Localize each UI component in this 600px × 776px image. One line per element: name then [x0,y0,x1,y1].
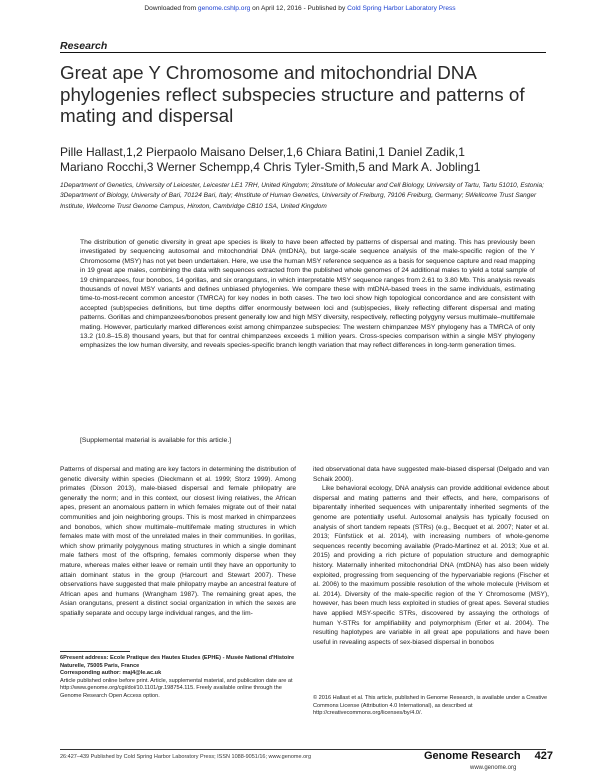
paragraph: Like behavioral ecology, DNA analysis can provide additional evidence about dispersal and mating patterns and their effects, and here, comparisons of biparentally inherited sequences with uniparentally inherited segments of the genome are potentially useful. Autosomal analysis has typically focused on analysis of short tandem repeats (STRs) (e.g., Becquet et al. 2007; Nater et al. 2013; Fünfstück et al. 2014), with increasing numbers of whole-genome sequences recently becoming available (Prado-Martinez et al. 2013; Xue et al. 2015) and providing a rich picture of population structure and demographic history. Maternally inherited mitochondrial DNA (mtDNA) has also been widely exploited, progressing from sequencing of the hypervariable regions (Fischer et al. 2006) to the maximum possible resolution of the whole molecule (Hvilsom et al. 2014). Diversity of the male-specific region of the Y Chromosome (MSY), however, has been much less exploited in studies of great apes. Several studies have applied MSY-specific STRs, discovered by assaying the orthologs of human Y-STRs for amplifiability and polymorphism (Erler et al. 2004). The resulting haplotypes are variable in all great ape populations and have been useful in revealing aspects of sex-biased dispersal in bonobos [313,485,549,646]
license-note: © 2016 Hallast et al. This article, published in Genome Research, is available under a Creative Commons License (Attribution 4.0 International), as described at http://creativecommons.org/licenses/by/4.0/. [313,695,548,717]
header-rule [60,52,546,53]
affiliations: 1Department of Genetics, University of Leicester, Leicester LE1 7RH, United Kingdom; 2Institute of Molecular and Cell Biology, University of Tartu, Tartu 51010, Estonia; 3Department of Biology, University of Bari, 70124 Bari, Italy; 4Institute of Human Genetics, University of Freiburg, 79106 Freiburg, Germany; 5Wellcome Trust Sanger Institute, Wellcome Trust Genome Campus, Hinxton, Cambridge CB10 1SA, United Kingdom [60,182,544,210]
article-title: Great ape Y Chromosome and mitochondrial DNA phylogenies reflect subspecies structure and patterns of mating and dispersal [60,62,525,126]
footnote-rule [60,651,130,652]
paragraph: Patterns of dispersal and mating are key factors in determining the distribution of genetic diversity within species (Dieckmann et al. 1999; Storz 1999). Among primates (Dixson 2013), male-biased dispersal and female philopatry are generally the norm; and in this context, our closest living relatives, the African apes, present an anomalous pattern in which females migrate out of their natal communities and join neighboring groups. This is most marked in chimpanzees and bonobos, which show multimale–multifemale mating structures in which females mate with most of the unrelated males in their communities. In gorillas, which show primarily polygynous mating structures in which a single dominant male fathers most of the offspring, females commonly disperse when they mature, whereas males either leave or remain until they have an opportunity to attain dominant status in the group (Harcourt and Stewart 2007). These observations have suggested that male philopatry maybe an ancestral feature of African apes and humans (Wrangham 1987). The remaining great apes, the Asian orangutans, present a distinct social organization in which the sexes are spatially separate and occupy large individual ranges, and the lim- [60,466,296,617]
page-number: 427 [534,750,553,762]
footer-citation: 26:427–439 Published by Cold Spring Harbor Laboratory Press; ISSN 1088-9051/16; www.genome.org [60,754,312,760]
paragraph: ited observational data have suggested male-biased dispersal (Delgado and van Schaik 2000). [313,466,549,483]
article-info: Article published online before print. Article, supplemental material, and publication date are at http://www.genome.org/cgi/doi/10.1101/gr.198754.115. Freely available online through the Genome Research Open Access option. [60,677,293,699]
author-list [60,145,550,175]
footer-site: www.genome.org [470,765,517,771]
abstract: The distribution of genetic diversity in great ape species is likely to have been affected by patterns of dispersal and mating. This has previously been investigated by sequencing autosomal and mitochondrial DNA (mtDNA), but large-scale sequence analysis of the male-specific region of the Y Chromosome (MSY) has not yet been undertaken. Here, we use the human MSY reference sequence as a basis for sequence capture and read mapping in 19 great ape males, combining the data with sequences extracted from the published whole genomes of 24 additional males to yield a total sample of 19 chimpanzees, four bonobos, 14 gorillas, and six orangutans, in which interpretable MSY sequence ranges from 2.61 to 3.80 Mb. This analysis reveals thousands of novel MSY variants and defines unbiased phylogenies. We compare these with mtDNA-based trees in the same individuals, estimating time-to-most-recent common ancestor (TMRCA) for key nodes in both cases. The two loci show high topological concordance and are consistent with accepted (sub)species definitions, but time depths differ enormously between loci and (sub)species, likely reflecting different dispersal and mating patterns. Gorillas and chimpanzees/bonobos present generally low and high MSY diversity, respectively, reflecting polygyny versus multimale–multifemale mating. However, particularly marked differences exist among chimpanzee subspecies: The western chimpanzee MSY phylogeny has a TMRCA of only 13.2 (10.8–15.8) thousand years, but that for central chimpanzees exceeds 1 million years. Cross-species comparison within a single MSY phylogeny emphasizes the low human diversity, and reveals species-specific branch length variation that may reflect differences in long-term generation times. [80,239,535,350]
site-link[interactable]: genome.cshlp.org [197,5,251,12]
download-notice [0,5,600,12]
supplemental-note: [Supplemental material is available for this article.] [80,437,232,444]
corresponding-author: Corresponding author: maj4@le.ac.uk [60,670,162,677]
body-column-left [60,465,296,619]
body-column-right [313,465,549,647]
footer-journal [424,750,553,762]
authors-line-2: Mariano Rocchi,3 Werner Schempp,4 Chris Tyler-Smith,5 and Mark A. Jobling1 [60,160,481,174]
publisher-link[interactable]: Cold Spring Harbor Laboratory Press [347,5,456,12]
footnote [60,655,296,701]
authors-line-1: Pille Hallast,1,2 Pierpaolo Maisano Delser,1,6 Chiara Batini,1 Daniel Zadik,1 [60,145,465,159]
download-middle: on April 12, 2016 - Published by [250,5,348,12]
section-label: Research [60,40,108,52]
present-address: 6Present address: Ecole Pratique des Hautes Etudes (EPHE) - Musée National d'Histoire Naturelle, 75005 Paris, France [60,655,295,669]
download-prefix: Downloaded from [144,5,198,12]
journal-name: Genome Research [424,750,521,762]
